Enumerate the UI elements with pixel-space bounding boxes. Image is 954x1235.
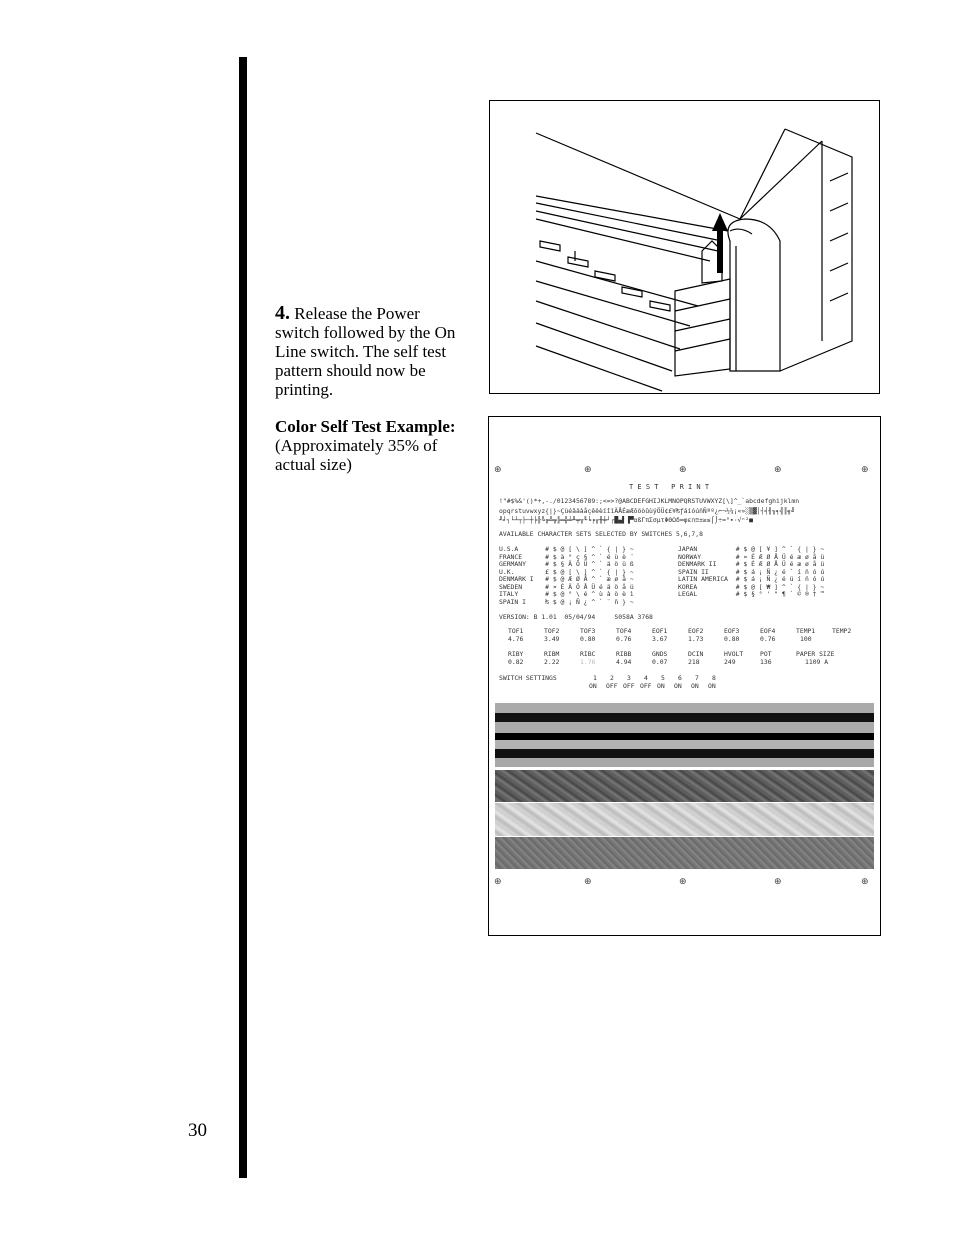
switch-state: ON bbox=[691, 682, 699, 690]
registration-mark-icon: ⊕ bbox=[494, 877, 502, 887]
switch-number: 6 bbox=[678, 674, 682, 682]
metric-value: 2.22 bbox=[544, 658, 560, 666]
version-line: VERSION: B 1.01 05/04/94 S058A 3768 bbox=[499, 613, 653, 621]
charset-right-row: LATIN AMERICA # $ á ¡ Ñ ¿ é ü í ñ ó ú bbox=[678, 575, 825, 583]
metric-value: 0.82 bbox=[508, 658, 524, 666]
metric-value: 4.94 bbox=[616, 658, 632, 666]
metric-label: EOF4 bbox=[760, 627, 776, 635]
metric-value: 1.76 bbox=[580, 658, 596, 666]
metric-value: 136 bbox=[760, 658, 772, 666]
metric-value: 218 bbox=[688, 658, 700, 666]
metric-label: TEMP2 bbox=[832, 627, 852, 635]
charset-left-row: ITALY # $ @ ° \ é ^ ù à ò è ì bbox=[499, 590, 634, 598]
printer-illustration bbox=[489, 100, 880, 394]
metric-label: DCIN bbox=[688, 650, 704, 658]
metric-label: RIBM bbox=[544, 650, 560, 658]
charset-left-row: GERMANY # $ § Ä Ö Ü ^ ` ä ö ü ß bbox=[499, 560, 634, 568]
switch-number: 3 bbox=[627, 674, 631, 682]
metric-label: TOF3 bbox=[580, 627, 596, 635]
test-band-gray bbox=[495, 758, 874, 767]
page-number: 30 bbox=[188, 1120, 207, 1141]
metric-label: EOF1 bbox=[652, 627, 668, 635]
registration-mark-icon: ⊕ bbox=[774, 877, 782, 887]
charset-left-row: SPAIN I ₧ $ @ ¡ Ñ ¿ ^ ` ¨ ñ } ~ bbox=[499, 597, 634, 606]
metric-label: RIBC bbox=[580, 650, 596, 658]
metric-value: 1.73 bbox=[688, 635, 704, 643]
printer-drawing bbox=[490, 101, 880, 394]
switch-state: ON bbox=[708, 682, 716, 690]
metric-value: 0.80 bbox=[724, 635, 740, 643]
metric-label: EOF2 bbox=[688, 627, 704, 635]
switch-number: 1 bbox=[593, 674, 597, 682]
registration-mark-icon: ⊕ bbox=[861, 877, 869, 887]
charset-left-row: SWEDEN # ¤ É Ä Ö Å Ü é ä ö å ü bbox=[499, 582, 634, 591]
figure-caption bbox=[275, 417, 465, 474]
metric-label: TOF1 bbox=[508, 627, 524, 635]
charset-right-row: DENMARK II # $ É Æ Ø Å Ü é æ ø å ü bbox=[678, 560, 825, 568]
metric-value: 249 bbox=[724, 658, 736, 666]
test-print-title: T E S T P R I N T bbox=[629, 483, 710, 491]
registration-mark-icon: ⊕ bbox=[494, 465, 502, 475]
metric-value: 1109 A bbox=[805, 658, 829, 666]
switch-number: 4 bbox=[644, 674, 648, 682]
metric-value: 0.76 bbox=[616, 635, 632, 643]
switch-state: ON bbox=[589, 682, 597, 690]
switch-number: 5 bbox=[661, 674, 665, 682]
test-band-gray bbox=[495, 722, 874, 733]
metric-label: TOF2 bbox=[544, 627, 560, 635]
switch-state: ON bbox=[674, 682, 682, 690]
test-print-page bbox=[489, 417, 879, 934]
test-band-black bbox=[495, 733, 874, 740]
metric-value: 0.07 bbox=[652, 658, 668, 666]
charset-right-row: NORWAY # ¤ É Æ Ø Å Ü é æ ø å ü bbox=[678, 552, 825, 561]
caption-title: Color Self Test Example: bbox=[275, 417, 456, 436]
caption-note: (Approximately 35% of actual size) bbox=[275, 436, 438, 474]
step-text: Release the Power switch followed by the On Line switch. The self test pattern should now be printing. bbox=[275, 304, 456, 399]
charset-left-row: U.S.A # $ @ [ \ ] ^ ` { | } ~ bbox=[499, 545, 634, 553]
metric-label: TEMP1 bbox=[796, 627, 816, 635]
test-band-black bbox=[495, 749, 874, 758]
metric-value: 4.76 bbox=[508, 635, 524, 643]
page-margin-rule bbox=[239, 57, 247, 1178]
registration-mark-icon: ⊕ bbox=[679, 465, 687, 475]
charset-line-3: ╜╛┐└┴┬├─┼╞╟╚╔╩╦╠═╬╧╨╤╥╙╘╒╓╫╪┘┌█▄▌▐▀αßΓπΣσµτΦΘΩδ∞φε∩≡±≥≤⌠⌡÷≈°∙·√ⁿ²■ bbox=[499, 516, 753, 524]
charset-right-row: JAPAN # $ @ [ ¥ ] ^ ` { | } ~ bbox=[678, 545, 825, 553]
switch-state: OFF bbox=[606, 682, 618, 690]
registration-mark-icon: ⊕ bbox=[861, 465, 869, 475]
test-band-dark-texture bbox=[495, 770, 874, 802]
charset-right-row: SPAIN II # $ á ¡ Ñ ¿ é ` í ñ ó ú bbox=[678, 567, 825, 576]
switch-state: OFF bbox=[623, 682, 635, 690]
test-band-light-texture bbox=[495, 803, 874, 836]
metric-value: 0.80 bbox=[580, 635, 596, 643]
charset-heading: AVAILABLE CHARACTER SETS SELECTED BY SWITCHES 5,6,7,8 bbox=[499, 530, 703, 538]
metric-label: EOF3 bbox=[724, 627, 740, 635]
charset-line-1: !"#$%&'()*+,-./0123456789:;<=>?@ABCDEFGHIJKLMNOPQRSTUVWXYZ[\]^_`abcdefghijklmn bbox=[499, 497, 800, 505]
test-band-gray bbox=[495, 703, 874, 713]
metric-label: GNDS bbox=[652, 650, 668, 658]
registration-mark-icon: ⊕ bbox=[584, 877, 592, 887]
charset-left-row: FRANCE # $ à ° ç § ^ ` é ù è ¨ bbox=[499, 552, 634, 561]
registration-mark-icon: ⊕ bbox=[774, 465, 782, 475]
metric-value: 3.67 bbox=[652, 635, 668, 643]
switch-number: 7 bbox=[695, 674, 699, 682]
registration-mark-icon: ⊕ bbox=[584, 465, 592, 475]
metric-label: HVOLT bbox=[724, 650, 744, 658]
metric-value: 0.76 bbox=[760, 635, 776, 643]
test-band-medium-texture bbox=[495, 837, 874, 869]
charset-right-row: LEGAL # $ § ° ' " ¶ ` © ® † ™ bbox=[678, 590, 825, 598]
charset-left-row: U.K. £ $ @ [ \ ] ^ ` { | } ~ bbox=[499, 567, 634, 576]
switch-number: 2 bbox=[610, 674, 614, 682]
test-band-black bbox=[495, 713, 874, 722]
metric-value: 100 bbox=[800, 635, 812, 643]
switch-settings-label: SWITCH SETTINGS bbox=[499, 674, 557, 682]
metric-label: POT bbox=[760, 650, 772, 658]
metric-label: RIBB bbox=[616, 650, 632, 658]
step-4 bbox=[275, 304, 460, 399]
metric-label: TOF4 bbox=[616, 627, 632, 635]
switch-state: OFF bbox=[640, 682, 652, 690]
charset-line-2: opqrstuvwxyz{|}~ÇüéâäàåçêëèïîìÄÅÉæÆôöòûùÿÖÜ¢£¥₧ƒáíóúñÑªº¿⌐¬½¼¡«»░▒▓│┤╡╢╖╕╣║╗╝ bbox=[499, 507, 796, 515]
step-number: 4. bbox=[275, 302, 290, 324]
charset-left-row: DENMARK I # $ @ Æ Ø Å ^ ` æ ø å ~ bbox=[499, 575, 634, 583]
test-band-gray bbox=[495, 740, 874, 749]
metric-label: PAPER SIZE bbox=[796, 650, 835, 658]
metric-label: RIBY bbox=[508, 650, 524, 658]
metric-value: 3.49 bbox=[544, 635, 560, 643]
switch-number: 8 bbox=[712, 674, 716, 682]
test-print-sample bbox=[488, 416, 881, 936]
switch-state: ON bbox=[657, 682, 665, 690]
registration-mark-icon: ⊕ bbox=[679, 877, 687, 887]
charset-right-row: KOREA # $ @ [ ₩ ] ^ ` { | } ~ bbox=[678, 582, 825, 591]
